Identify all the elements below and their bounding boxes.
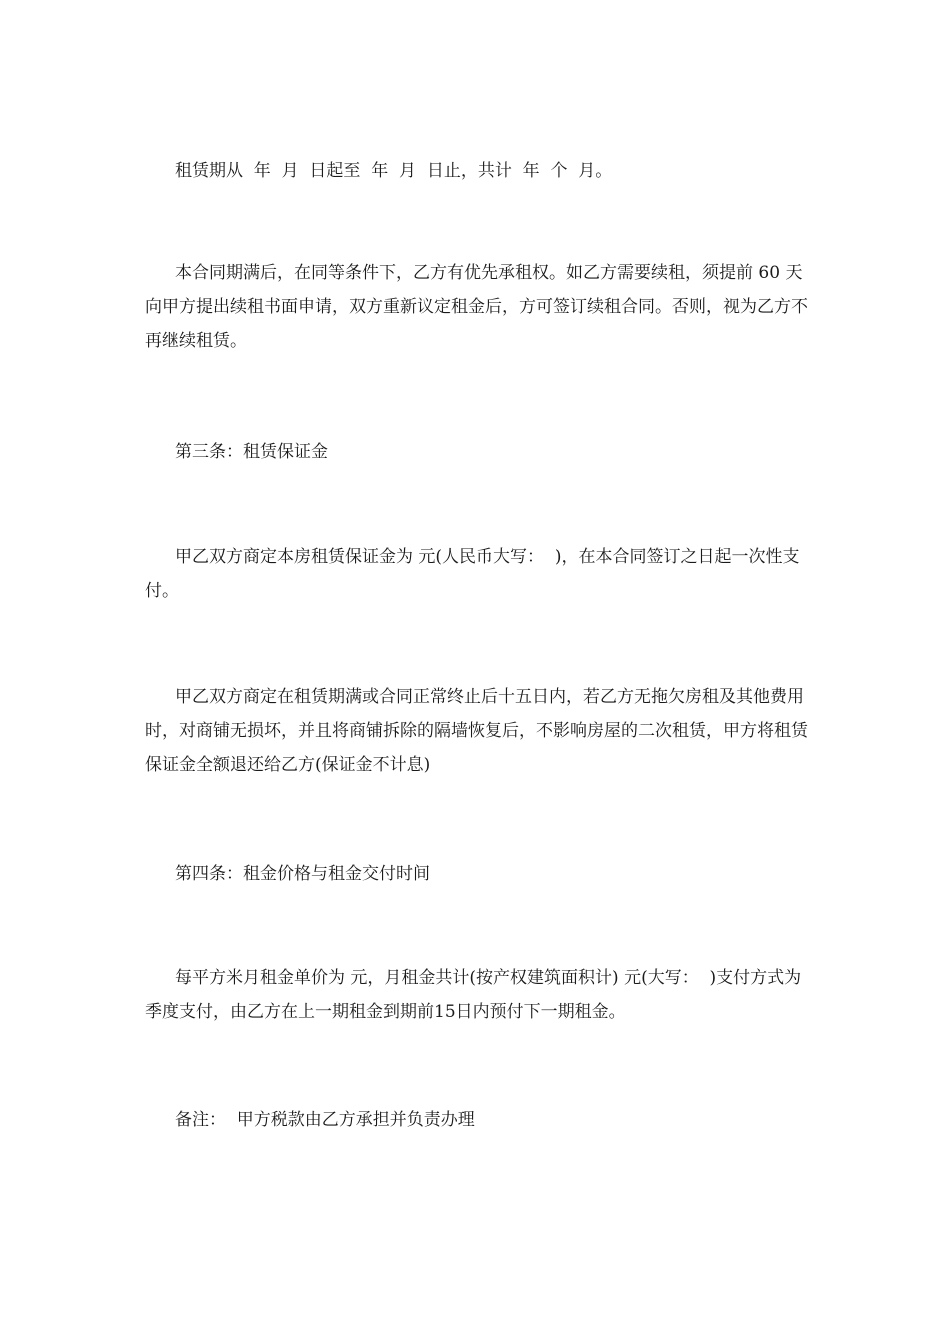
renewal-paragraph: 本合同期满后，在同等条件下，乙方有优先承租权。如乙方需要续租，须提前 60 天向甲方提出续租书面申请，双方重新议定租金后，方可签订续租合同。否则，视为乙方不再继续租赁。	[145, 263, 808, 351]
remarks-paragraph: 备注： 甲方税款由乙方承担并负责办理	[175, 1110, 475, 1130]
section-heading-deposit: 第三条：租赁保证金	[175, 442, 328, 462]
deposit-refund-paragraph: 甲乙双方商定在租赁期满或合同正常终止后十五日内，若乙方无拖欠房租及其他费用时，对商铺无损坏，并且将商铺拆除的隔墙恢复后，不影响房屋的二次租赁，甲方将租赁保证金全额退还给乙方(保证金不计息)	[145, 687, 808, 775]
deposit-amount-paragraph: 甲乙双方商定本房租赁保证金为 元(人民币大写： )，在本合同签订之日起一次性支付。	[145, 547, 800, 601]
rent-price-paragraph: 每平方米月租金单价为 元，月租金共计(按产权建筑面积计) 元(大写： )支付方式为季度支付，由乙方在上一期租金到期前15日内预付下一期租金。	[145, 968, 802, 1022]
section-heading-rent: 第四条：租金价格与租金交付时间	[175, 864, 430, 884]
lease-term-paragraph: 租赁期从 年 月 日起至 年 月 日止，共计 年 个 月。	[175, 161, 613, 181]
